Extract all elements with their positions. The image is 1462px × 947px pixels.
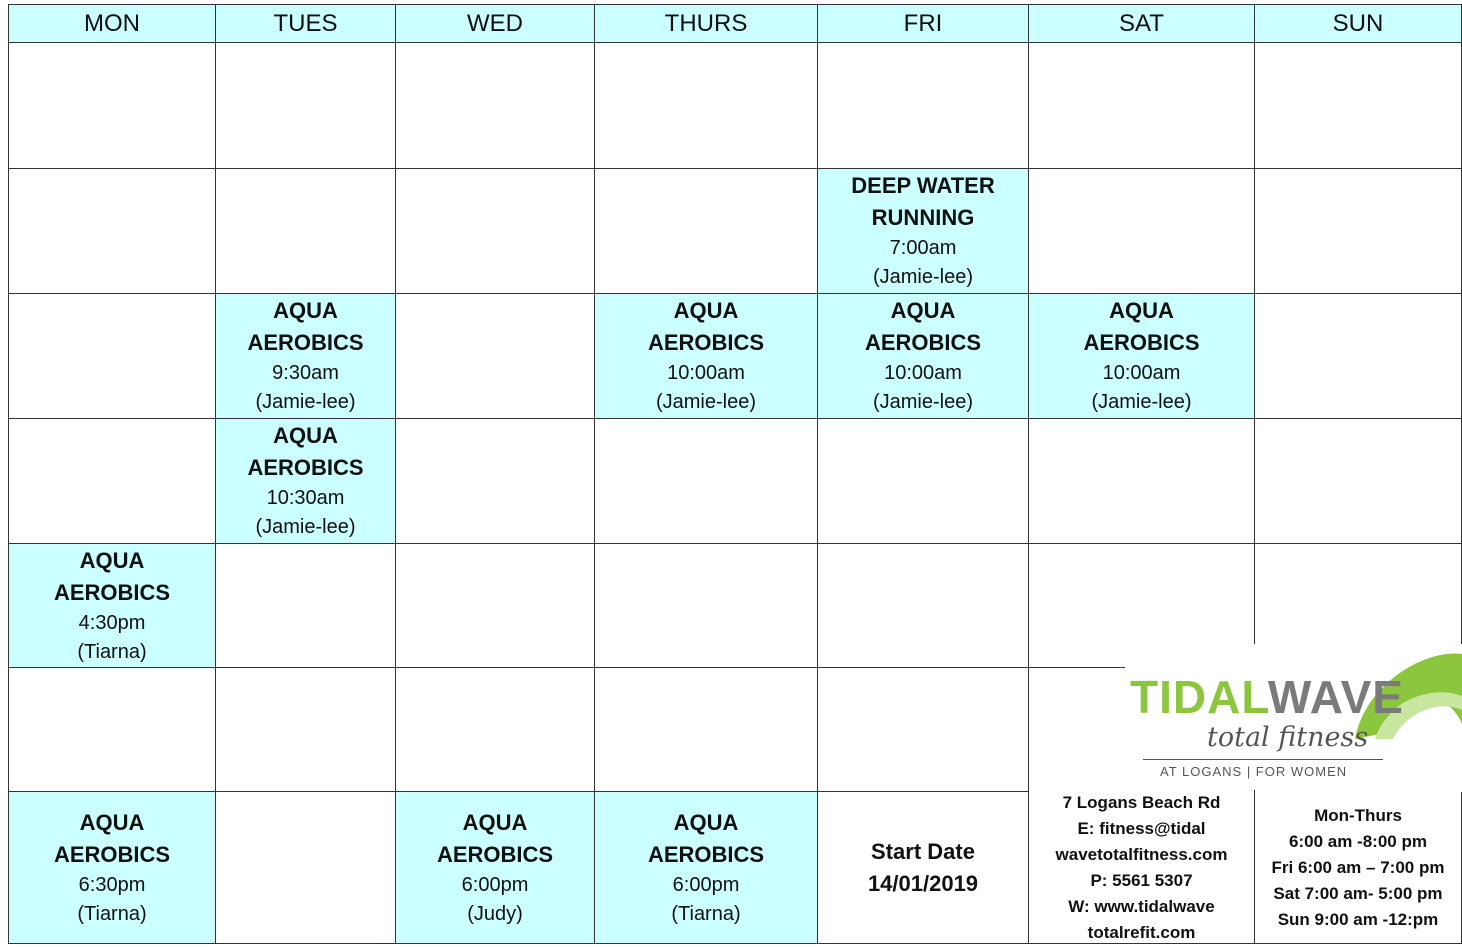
class-instructor: (Jamie-lee) <box>255 391 356 413</box>
hours-line: Sat 7:00 am- 5:00 pm <box>1273 883 1443 903</box>
class-instructor: (Tiarna) <box>77 640 147 663</box>
class-name: AEROBICS <box>436 841 554 867</box>
timetable-cell <box>396 668 595 792</box>
class-instructor: (Jamie-lee) <box>872 391 974 413</box>
timetable-cell <box>818 668 1029 792</box>
timetable-cell <box>396 43 595 169</box>
timetable-cell <box>8 43 216 169</box>
timetable-cell <box>1255 43 1462 169</box>
timetable-cell <box>1029 169 1255 294</box>
class-name: AEROBICS <box>647 841 765 867</box>
day-header-thurs: THURS <box>595 4 818 43</box>
class-name: AQUA <box>273 423 338 448</box>
timetable-cell <box>595 419 818 544</box>
contact-line: totalrefit.com <box>1087 922 1196 942</box>
day-header-tues: TUES <box>216 4 396 43</box>
class-time: 6:00pm <box>461 873 529 896</box>
contact-info-cell <box>1029 792 1255 944</box>
timetable-cell <box>1255 169 1462 294</box>
day-header-sun: SUN <box>1255 4 1462 43</box>
timetable-cell <box>1255 419 1462 544</box>
start-date-label: Start Date <box>871 838 975 864</box>
class-name: DEEP WATER <box>851 173 995 198</box>
class-name: AEROBICS <box>247 455 364 480</box>
class-instructor: (Jamie-lee) <box>872 266 974 288</box>
timetable-cell <box>8 419 216 544</box>
class-name: AEROBICS <box>247 330 364 355</box>
timetable-cell <box>396 419 595 544</box>
timetable-cell <box>595 544 818 668</box>
contact-line: E: fitness@tidal <box>1077 818 1206 838</box>
class-time: 7:00am <box>889 237 957 259</box>
start-date-cell <box>818 792 1029 944</box>
class-name: AQUA <box>79 809 145 835</box>
contact-line: P: 5561 5307 <box>1090 870 1193 890</box>
start-date-value: 14/01/2019 <box>867 870 979 896</box>
day-header-sat: SAT <box>1029 4 1255 43</box>
class-entry <box>818 169 1029 294</box>
timetable-cell <box>216 169 396 294</box>
class-name: RUNNING <box>871 205 975 230</box>
timetable-cell <box>595 668 818 792</box>
class-instructor: (Jamie-lee) <box>655 391 757 413</box>
timetable-cell <box>8 294 216 419</box>
class-time: 10:00am <box>884 362 962 384</box>
class-entry <box>216 294 396 419</box>
class-time: 10:00am <box>1102 362 1181 384</box>
timetable-cell <box>396 544 595 668</box>
hours-line: 6:00 am -8:00 pm <box>1289 831 1427 851</box>
logo-wordmark <box>1130 670 1404 724</box>
timetable-cell <box>8 169 216 294</box>
logo-subtitle: total fitness <box>1207 722 1369 753</box>
class-name: AQUA <box>890 298 956 323</box>
timetable-cell <box>595 43 818 169</box>
class-entry <box>8 792 216 944</box>
logo-divider <box>1143 759 1383 760</box>
timetable-cell <box>1255 294 1462 419</box>
class-name: AEROBICS <box>1083 330 1200 355</box>
timetable-cell <box>396 294 595 419</box>
hours-line: Fri 6:00 am – 7:00 pm <box>1271 857 1445 877</box>
class-name: AQUA <box>273 298 338 323</box>
timetable-cell <box>8 668 216 792</box>
class-name: AQUA <box>79 547 145 573</box>
class-time: 9:30am <box>272 362 339 384</box>
day-header-fri: FRI <box>818 4 1029 43</box>
class-name: AQUA <box>1109 298 1174 323</box>
class-entry <box>818 294 1029 419</box>
class-instructor: (Jamie-lee) <box>1091 391 1192 413</box>
logo-word-tidal: TIDAL <box>1130 671 1268 723</box>
timetable-cell <box>818 419 1029 544</box>
class-entry <box>595 294 818 419</box>
timetable-cell <box>216 43 396 169</box>
class-time: 6:00pm <box>672 873 740 896</box>
tidalwave-logo <box>1125 644 1462 790</box>
logo-word-wave: WAVE <box>1267 671 1404 723</box>
timetable-cell <box>216 792 396 944</box>
hours-line: Mon-Thurs <box>1314 805 1402 825</box>
class-name: AEROBICS <box>647 330 765 355</box>
class-time: 10:00am <box>667 362 745 384</box>
class-instructor: (Judy) <box>467 902 523 925</box>
class-name: AQUA <box>462 809 528 835</box>
class-name: AEROBICS <box>53 841 171 867</box>
class-name: AEROBICS <box>864 330 982 355</box>
class-instructor: (Tiarna) <box>671 902 741 925</box>
class-time: 4:30pm <box>78 611 146 634</box>
timetable-cell <box>216 668 396 792</box>
timetable-cell <box>1029 419 1255 544</box>
class-name: AQUA <box>673 298 739 323</box>
class-entry <box>396 792 595 944</box>
timetable-cell <box>1029 43 1255 169</box>
day-header-mon: MON <box>8 4 216 43</box>
class-name: AEROBICS <box>53 579 171 605</box>
timetable-cell <box>216 544 396 668</box>
class-instructor: (Jamie-lee) <box>255 516 356 538</box>
timetable-cell <box>818 544 1029 668</box>
day-header-wed: WED <box>396 4 595 43</box>
timetable-cell <box>595 169 818 294</box>
class-entry <box>595 792 818 944</box>
timetable-cell <box>396 169 595 294</box>
contact-line: wavetotalfitness.com <box>1055 844 1228 864</box>
class-time: 6:30pm <box>78 873 146 896</box>
class-name: AQUA <box>673 809 739 835</box>
class-entry <box>1029 294 1255 419</box>
timetable-cell <box>818 43 1029 169</box>
hours-line: Sun 9:00 am -12:pm <box>1277 909 1439 929</box>
contact-line: 7 Logans Beach Rd <box>1062 792 1221 812</box>
opening-hours-cell <box>1255 792 1462 944</box>
class-time: 10:30am <box>266 487 345 509</box>
logo-tagline: AT LOGANS | FOR WOMEN <box>1160 764 1348 779</box>
class-entry <box>216 419 396 544</box>
class-instructor: (Tiarna) <box>77 902 147 925</box>
contact-line: W: www.tidalwave <box>1068 896 1215 916</box>
class-entry <box>8 544 216 668</box>
